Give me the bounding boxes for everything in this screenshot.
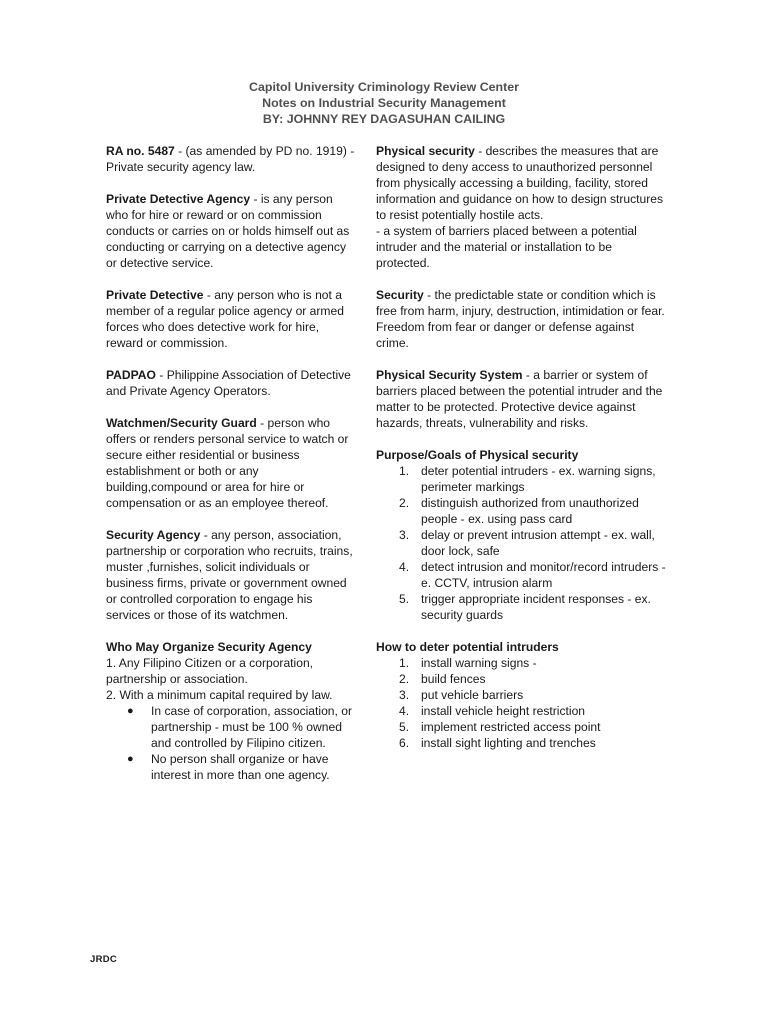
term-security-agency: Security Agency xyxy=(106,528,201,542)
bullet-text: In case of corporation, association, or partnership - must be 100 % owned and controlled by Filipino citizen. xyxy=(151,704,352,750)
term-physical-security-system: Physical Security System xyxy=(376,368,523,382)
list-item: 1. install warning signs - xyxy=(399,656,537,670)
left-column xyxy=(106,143,356,783)
list-item xyxy=(106,751,356,783)
def-watchmen: - person who offers or renders personal service to watch or secure either residential or business establishment or both or any building,compound or area for hire or compensation or as an employee thereof. xyxy=(106,416,349,510)
term-private-detective: Private Detective xyxy=(106,288,204,302)
term-watchmen: Watchmen/Security Guard xyxy=(106,416,257,430)
footer-initials: JRDC xyxy=(90,954,118,965)
list-item: 5. trigger appropriate incident responses - ex. security guards xyxy=(399,592,651,622)
list-item: 2. build fences xyxy=(399,672,486,686)
physical-security-entry xyxy=(376,143,666,223)
term-private-detective-agency: Private Detective Agency xyxy=(106,192,251,206)
list-item: 2. distinguish authorized from unauthorized people - ex. using pass card xyxy=(399,496,639,526)
padpao-entry xyxy=(106,367,356,399)
def-physical-security: - describes the measures that are designed to deny access to unauthorized personnel from physically accessing a building, facility, stored information and guidance on how to design structures to resist potentially hostile acts. xyxy=(376,144,664,222)
purpose-list xyxy=(376,463,666,623)
who-may-organize-item-1: 1. Any Filipino Citizen or a corporation, partnership or association. xyxy=(106,656,314,686)
header-title: Notes on Industrial Security Management xyxy=(262,96,506,110)
list-item: 3. delay or prevent intrusion attempt - ex. wall, door lock, safe xyxy=(399,528,655,558)
header-author: BY: JOHNNY REY DAGASUHAN CAILING xyxy=(262,112,506,126)
term-physical-security: Physical security xyxy=(376,144,475,158)
term-ra-5487: RA no. 5487 xyxy=(106,144,175,158)
bullet-icon: ● xyxy=(127,705,134,717)
list-item: 1. deter potential intruders - ex. warning signs, perimeter markings xyxy=(399,464,656,494)
def-private-detective-agency: - is any person who for hire or reward or on commission conducts or carries on or holds himself out as conducting or carrying on a detective agency or detective service. xyxy=(106,192,350,270)
list-item: 3. put vehicle barriers xyxy=(399,688,524,702)
organize-bullet-list xyxy=(106,703,356,783)
deter-heading: How to deter potential intruders xyxy=(376,640,559,654)
term-security: Security xyxy=(376,288,424,302)
term-padpao: PADPAO xyxy=(106,368,156,382)
watchmen-entry xyxy=(106,415,356,511)
list-item: 6. install sight lighting and trenches xyxy=(399,736,596,750)
who-may-organize-item-2: 2. With a minimum capital required by law. xyxy=(106,688,333,702)
deter-list xyxy=(376,655,666,751)
who-may-organize-heading: Who May Organize Security Agency xyxy=(106,640,312,654)
purpose-heading: Purpose/Goals of Physical security xyxy=(376,448,579,462)
security-entry xyxy=(376,287,666,351)
list-item xyxy=(106,703,356,751)
private-detective-agency-entry xyxy=(106,191,356,271)
physical-security-system-entry xyxy=(376,367,666,431)
right-column xyxy=(376,143,666,751)
list-item: 4. detect intrusion and monitor/record intruders - e. CCTV, intrusion alarm xyxy=(399,560,666,590)
header-institution: Capitol University Criminology Review Center xyxy=(249,80,519,94)
bullet-text: No person shall organize or have interest in more than one agency. xyxy=(151,752,330,782)
list-item: 5. implement restricted access point xyxy=(399,720,601,734)
physical-security-def-2: - a system of barriers placed between a potential intruder and the material or installation to be protected. xyxy=(376,224,637,270)
def-security-agency: - any person, association, partnership or corporation who recruits, trains, muster ,furnishes, solicit individuals or business firms, private or government owned or controlled corporation to engage his services or those of its watchmen. xyxy=(106,528,353,622)
list-item: 4. install vehicle height restriction xyxy=(399,704,586,718)
def-physical-security-system: - a barrier or system of barriers placed between the potential intruder and the matter to be protected. Protective device against hazards, threats, vulnerability and risks. xyxy=(376,368,663,430)
def-ra-5487: - (as amended by PD no. 1919) - Private security agency law. xyxy=(106,144,355,174)
bullet-icon: ● xyxy=(127,753,134,765)
ra-5487-entry xyxy=(106,143,356,175)
def-padpao: - Philippine Association of Detective and Private Agency Operators. xyxy=(106,368,351,398)
private-detective-entry xyxy=(106,287,356,351)
def-private-detective: - any person who is not a member of a regular police agency or armed forces who does detective work for hire, reward or commission. xyxy=(106,288,344,350)
security-agency-entry xyxy=(106,527,356,623)
document-header xyxy=(0,79,768,127)
def-security: - the predictable state or condition which is free from harm, injury, destruction, intimidation or fear. Freedom from fear or danger or defense against crime. xyxy=(376,288,665,350)
